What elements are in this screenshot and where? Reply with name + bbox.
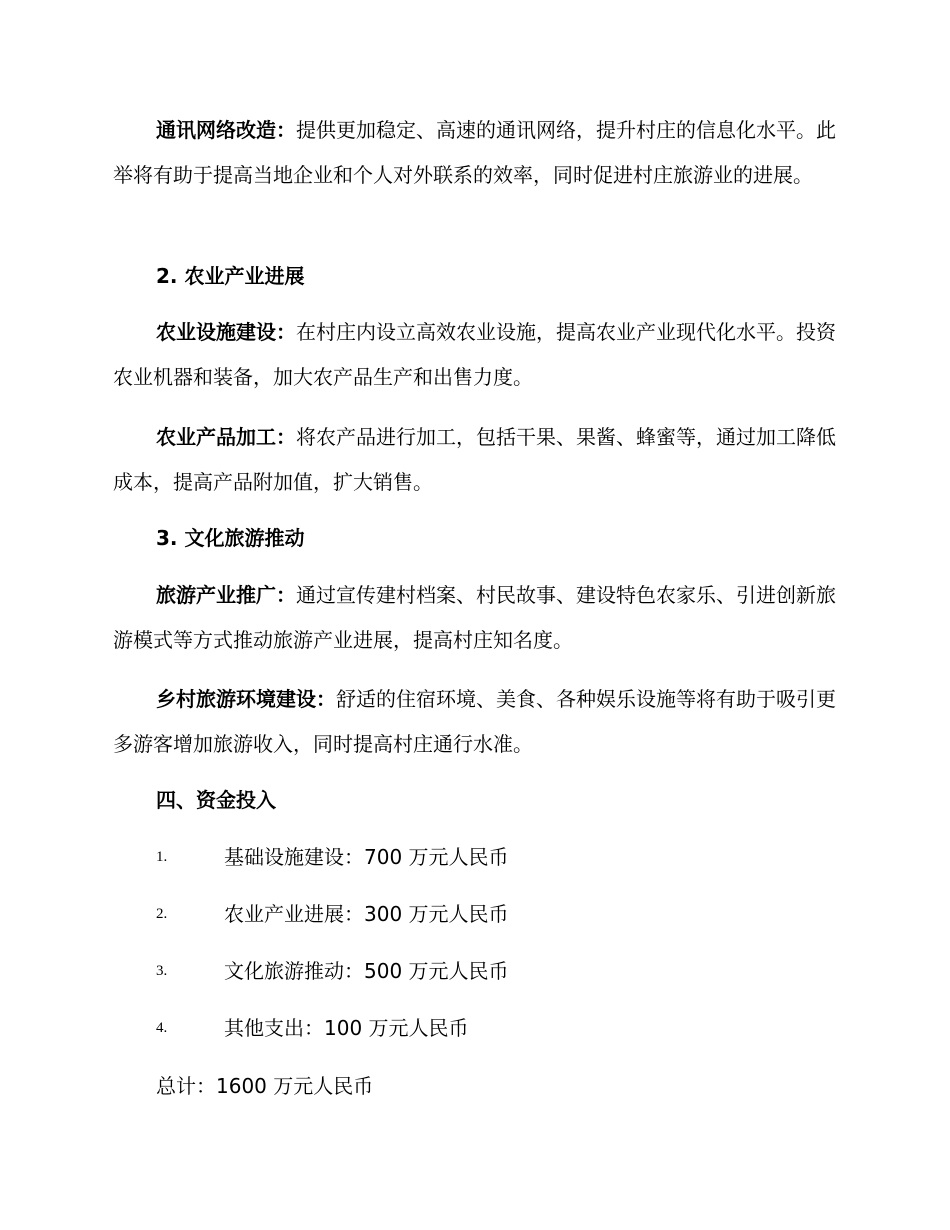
tourism-env-paragraph xyxy=(113,677,838,767)
list-number: 2. xyxy=(156,906,168,922)
tourism-heading: 3. 文化旅游推动 xyxy=(156,526,305,550)
tourism-promo-text: 通过宣传建村档案、村民故事、建设特色农家乐、引进创新旅游模式等方式推动旅游产业进展，提高村庄知名度。 xyxy=(113,583,836,652)
tourism-env-text: 舒适的住宿环境、美食、各种娱乐设施等将有助于吸引更多游客增加旅游收入，同时提高村庄通行水准。 xyxy=(113,687,836,756)
list-text: 文化旅游推动：500 万元人民币 xyxy=(224,959,509,983)
tourism-env-lead: 乡村旅游环境建设： xyxy=(156,687,336,711)
list-text: 基础设施建设：700 万元人民币 xyxy=(224,845,509,869)
tourism-promo-lead: 旅游产业推广： xyxy=(156,583,296,607)
telecom-paragraph xyxy=(113,108,838,198)
list-number: 1. xyxy=(156,849,168,865)
agri-facilities-paragraph xyxy=(113,310,838,400)
list-text: 农业产业进展：300 万元人民币 xyxy=(224,902,509,926)
tourism-promo-paragraph xyxy=(113,573,838,663)
agri-processing-text: 将农产品进行加工，包括干果、果酱、蜂蜜等，通过加工降低成本，提高产品附加值，扩大销售。 xyxy=(113,425,836,494)
agri-processing-paragraph xyxy=(113,415,838,505)
funding-total: 总计：1600 万元人民币 xyxy=(156,1074,374,1098)
list-number: 4. xyxy=(156,1020,168,1036)
agri-processing-lead: 农业产品加工： xyxy=(156,425,296,449)
funding-heading: 四、资金投入 xyxy=(156,788,276,812)
list-number: 3. xyxy=(156,963,168,979)
agri-facilities-text: 在村庄内设立高效农业设施，提高农业产业现代化水平。投资农业机器和装备，加大农产品生产和出售力度。 xyxy=(113,320,836,389)
list-text: 其他支出：100 万元人民币 xyxy=(224,1016,469,1040)
telecom-lead: 通讯网络改造： xyxy=(156,118,296,142)
telecom-text: 提供更加稳定、高速的通讯网络，提升村庄的信息化水平。此举将有助于提高当地企业和个人对外联系的效率，同时促进村庄旅游业的进展。 xyxy=(113,118,836,187)
agri-heading: 2. 农业产业进展 xyxy=(156,264,305,288)
agri-facilities-lead: 农业设施建设： xyxy=(156,320,296,344)
